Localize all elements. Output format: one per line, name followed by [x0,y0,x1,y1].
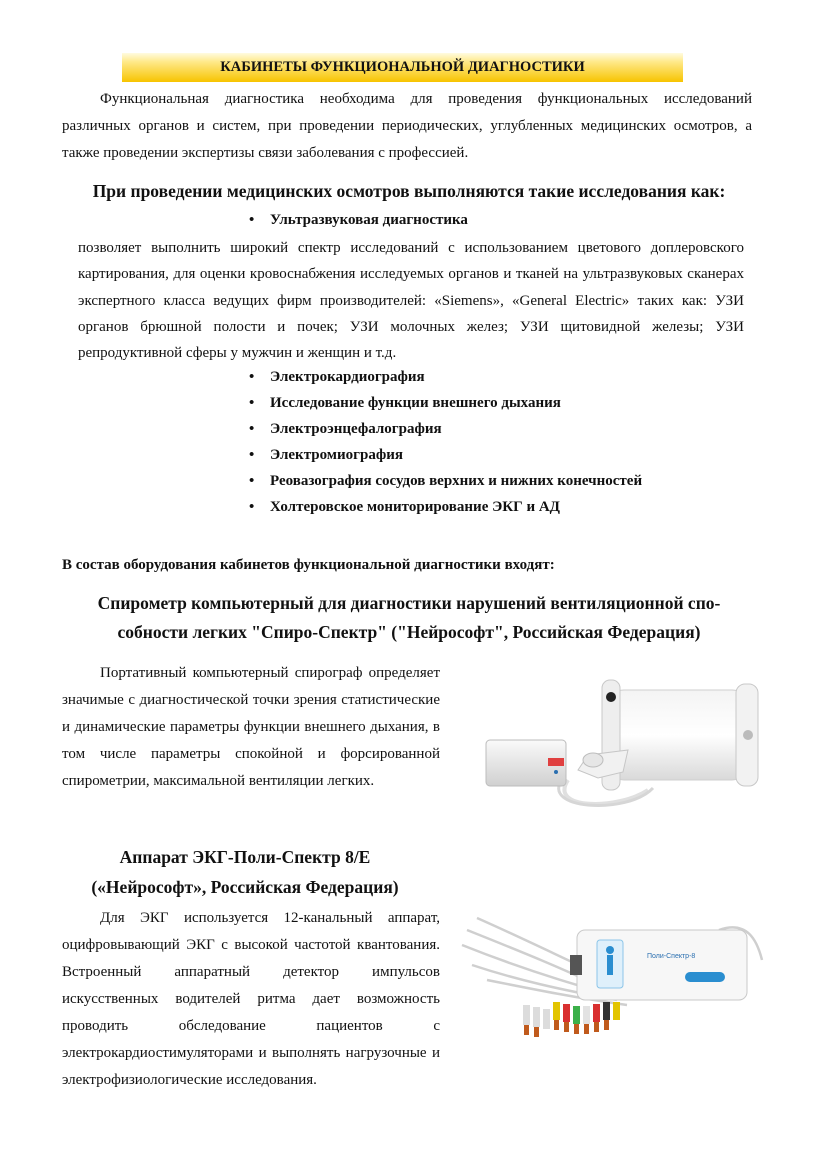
bullet-item-label: Исследование функции внешнего дыхания [270,395,561,411]
bullet-item-label: Электрокардиография [270,369,425,385]
ekg-title-line1: Аппарат ЭКГ-Поли-Спектр 8/Е [119,847,371,867]
bullet-item [252,468,642,494]
ultrasound-description: позволяет выполнить широкий спектр исследований с использованием цветового доплеровского картирования, для оценки кровоснабжения исследуемых органов и тканей на ультразвуковых сканерах экспертного класса ведущих фирм производителей: «Siemens», «General Electric» таких как: УЗИ органов брюшной полости и почек; УЗИ молочных желез; УЗИ щитовидной железы; УЗИ репродуктивной сферы у мужчин и женщин и т.д. [78,240,744,362]
bullet-item [252,390,561,416]
bullet-item-label: Электромиография [270,447,403,463]
page-title: КАБИНЕТЫ ФУНКЦИОНАЛЬНОЙ ДИАГНОСТИКИ [220,59,585,75]
bullet-item [252,416,442,442]
bullet-item-label: Электроэнцефалография [270,421,442,437]
ekg-title-line2: («Нейрософт», Российская Федерация) [91,877,399,897]
ekg-device-image [457,910,769,1040]
svg-text:Поли-Спектр-8: Поли-Спектр-8 [647,953,696,960]
ekg-title [40,842,450,902]
bullet-item [252,364,425,390]
spirometer-title-line2: собности легких "Спиро-Спектр" ("Нейрософт", Российская Федерация) [117,622,701,642]
intro-paragraph: Функциональная диагностика необходима для проведения функциональных исследований различных органов и систем, при проведении периодических, углубленных медицинских осмотров, а также проведении экспертизы связи заболевания с профессией. [62,91,752,161]
bullet-item-label: Реовазография сосудов верхних и нижних конечностей [270,473,643,489]
bullet-item-label: Холтеровское мониторирование ЭКГ и АД [270,499,560,515]
ekg-description: Для ЭКГ используется 12-канальный аппарат, оцифровывающий ЭКГ с высокой частотой квантования. Встроенный аппаратный детектор импульсов искусственных водителей ритма дает возможность проводить обследование пациентов с электрокардиостимуляторами и выполнять нагрузочные и электрофизиологические исследования. [62,910,440,1088]
bullet-ultrasound-label: Ультразвуковая диагностика [270,212,468,228]
exams-heading: При проведении медицинских осмотров выполняются такие исследования как: [92,181,726,201]
spirometer-description: Портативный компьютерный спирограф определяет значимые с диагностической точки зрения статистические и динамические параметры функции внешнего дыхания, в том числе параметры спокойной и форсированной спирометрии, максимальной вентиляции легких. [62,665,440,789]
bullet-item [252,442,403,468]
equipment-heading: В состав оборудования кабинетов функциональной диагностики входят: [62,557,555,573]
page-title-banner [122,53,683,82]
spirometer-title [40,589,778,647]
spirometer-image [478,660,768,820]
bullet-ultrasound [252,207,468,233]
bullet-item [252,494,560,520]
spirometer-title-line1: Спирометр компьютерный для диагностики нарушений вентиляционной спо- [97,593,721,613]
